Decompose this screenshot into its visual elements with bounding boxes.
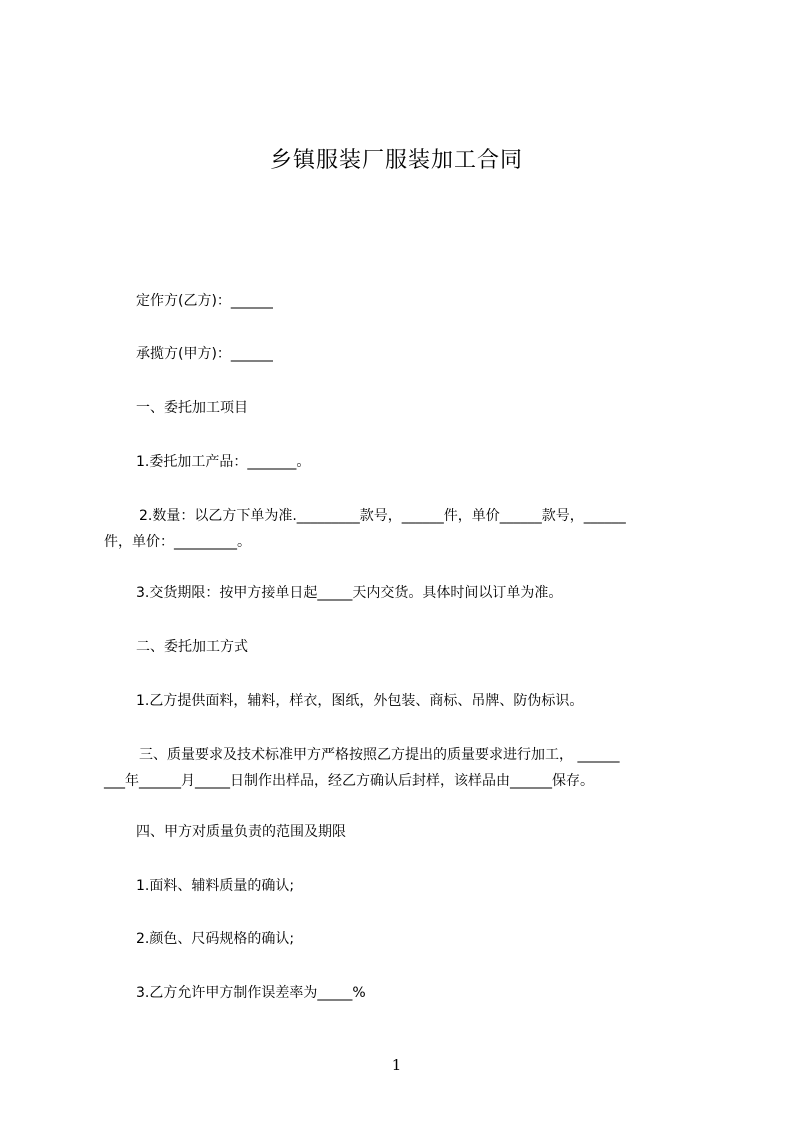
clause-4-2: 2.颜色、尺码规格的确认; xyxy=(136,931,295,947)
section-heading-4: 四、甲方对质量负责的范围及期限 xyxy=(136,824,346,840)
clause-1-1: 1.委托加工产品：_______。 xyxy=(136,454,311,470)
clause-1-2: 2.数量：以乙方下单为准._________款号，______件，单价______款号，______ xyxy=(139,508,626,524)
section-heading-2: 二、委托加工方式 xyxy=(136,639,248,655)
clause-4-1: 1.面料、辅料质量的确认; xyxy=(136,878,295,894)
clause-1-2-continued: 件，单价：_________。 xyxy=(104,534,251,550)
clause-2-1: 1.乙方提供面料，辅料，样衣，图纸，外包装、商标、吊牌、防伪标识。 xyxy=(136,693,584,709)
section-3-text: 三、质量要求及技术标准甲方严格按照乙方提出的质量要求进行加工， ______ xyxy=(139,747,620,763)
clause-4-3: 3.乙方允许甲方制作误差率为_____% xyxy=(136,985,366,1001)
section-3-text-continued: ___年______月_____日制作出样品，经乙方确认后封样，该样品由______保存。 xyxy=(104,773,594,789)
party-a-line: 承揽方(甲方)：______ xyxy=(136,346,273,362)
party-b-line: 定作方(乙方)：______ xyxy=(136,293,273,309)
page-number: 1 xyxy=(391,1056,402,1074)
document-title: 乡镇服装厂服装加工合同 xyxy=(269,148,523,173)
clause-1-3: 3.交货期限：按甲方接单日起_____天内交货。具体时间以订单为准。 xyxy=(136,585,563,601)
section-heading-1: 一、委托加工项目 xyxy=(136,400,248,416)
